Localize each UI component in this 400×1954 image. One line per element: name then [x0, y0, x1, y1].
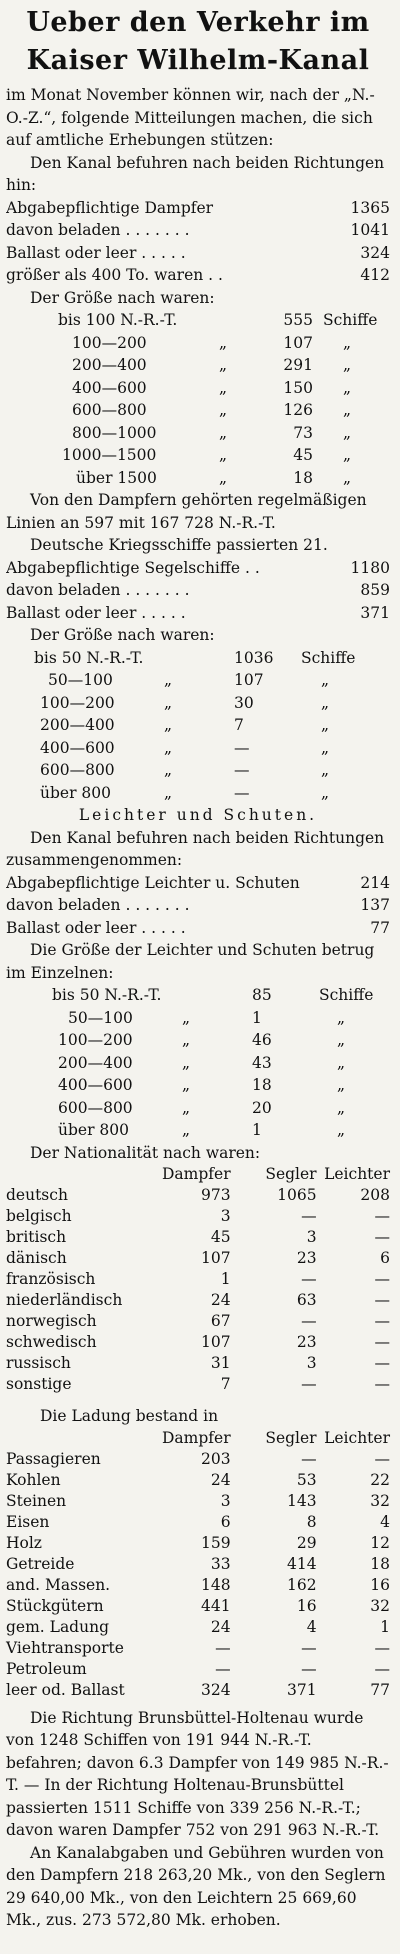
- size-row: bis 50 N.-R.-T. 85 Schiffe: [52, 986, 374, 1004]
- size-row: über 1500 „ 18 „: [76, 468, 352, 487]
- table-row: deutsch 973 1065 208: [6, 1186, 390, 1204]
- steamer-row: Ballast oder leer . . . . . 324: [6, 243, 390, 262]
- title-line-1: Ueber den Verkehr im: [26, 7, 370, 38]
- table-header-row: Dampfer Segler Leichter: [162, 1165, 390, 1183]
- table-row: Kohlen 24 53 22: [6, 1470, 390, 1489]
- size-row: 100—200 „ 46 „: [58, 1031, 346, 1049]
- table-row: Eisen 6 8 4: [6, 1512, 390, 1531]
- nationality-heading: Der Nationalität nach waren:: [30, 1143, 261, 1162]
- fees-paragraph: An Kanalabgaben und Gebühren wurden von den Dampfern 218 263,20 Mk., von den Seglern 29 640,00 Mk., von den Leichtern 25 669,60 Mk., zus. 273 572,80 Mk. erhoben.: [6, 1843, 386, 1929]
- table-row: schwedisch 107 23 —: [6, 1333, 390, 1351]
- size-row: 50—100 „ 107 „: [48, 671, 330, 689]
- table-row: sonstige 7 — —: [6, 1375, 390, 1393]
- table-row: russisch 31 3 —: [6, 1354, 390, 1372]
- table-row: Steinen 3 143 32: [6, 1491, 390, 1510]
- steamer-summary: [6, 197, 390, 287]
- intro-paragraph: im Monat November können wir, nach der „N.-O.-Z.“, folgende Mitteilungen machen, die sich auf amtliche Erhebungen stützen:: [6, 86, 375, 149]
- table-row: leer od. Ballast 324 371 77: [6, 1680, 390, 1699]
- table-row: Holz 159 29 12: [6, 1533, 390, 1552]
- size-row: bis 50 N.-R.-T. 1036 Schiffe: [34, 648, 356, 667]
- size-row: 600—800 „ 20 „: [58, 1098, 346, 1117]
- lighter-size-heading: Die Größe der Leichter und Schuten betrug im Einzelnen:: [6, 941, 375, 982]
- table-row: and. Massen. 148 162 16: [6, 1575, 390, 1594]
- size-row: 200—400 „ 7 „: [40, 716, 330, 734]
- article-title: [6, 4, 390, 80]
- steamer-row: Abgabepflichtige Dampfer 1365: [6, 198, 390, 217]
- steamer-row: davon beladen . . . . . . . 1041: [6, 221, 390, 239]
- size-row: 600—800 „ 126 „: [72, 401, 352, 419]
- table-row: Getreide 33 414 18: [6, 1554, 390, 1573]
- table-row: niederländisch 24 63 —: [6, 1291, 390, 1309]
- sailer-size-heading: Der Größe nach waren:: [30, 626, 215, 644]
- table-row: Petroleum — — —: [6, 1659, 390, 1678]
- steamer-row: größer als 400 To. waren . . 412: [6, 266, 390, 284]
- size-row: 400—600 „ — „: [40, 738, 330, 757]
- size-row: 800—1000 „ 73 „: [72, 423, 352, 442]
- cargo-heading: Die Ladung bestand in: [40, 1407, 219, 1425]
- size-row: 100—200 „ 30 „: [40, 693, 330, 712]
- size-row: 200—400 „ 43 „: [58, 1053, 346, 1072]
- direction-paragraph: Die Richtung Brunsbüttel-Holtenau wurde von 1248 Schiffen von 191 944 N.-R.-T. befahren; davon 6.3 Dampfer von 149 985 N.-R.-T. — In der Richtung Holtenau-Brunsbüttel passierten 1511 Schiffe von 339 256 N.-R.-T.; davon waren Dampfer 752 von 291 963 N.-R.-T.: [6, 1708, 389, 1839]
- sailer-row: davon beladen . . . . . . . 859: [6, 581, 390, 599]
- size-row: 50—100 „ 1 „: [68, 1008, 346, 1027]
- size-row: bis 100 N.-R.-T. 555 Schiffe: [58, 311, 378, 329]
- size-row: 100—200 „ 107 „: [72, 333, 352, 352]
- warships-note: Deutsche Kriegsschiffe passierten 21.: [30, 536, 328, 554]
- title-line-2: Kaiser Wilhelm-Kanal: [26, 45, 370, 76]
- lighters-heading: Leichter und Schuten.: [78, 806, 318, 824]
- sailer-size-table: [6, 647, 390, 805]
- size-row: 200—400 „ 291 „: [72, 356, 352, 374]
- lighter-row: Ballast oder leer . . . . . 77: [6, 918, 390, 937]
- lighter-summary: [6, 872, 390, 940]
- lighter-size-table: [6, 984, 390, 1142]
- size-row: 400—600 „ 18 „: [58, 1076, 346, 1094]
- steamer-size-heading: Der Größe nach waren:: [30, 288, 215, 307]
- size-row: über 800 „ 1 „: [58, 1121, 346, 1139]
- size-row: über 800 „ — „: [40, 783, 330, 802]
- table-row: Passagieren 203 — —: [6, 1449, 390, 1468]
- size-row: 600—800 „ — „: [40, 761, 330, 779]
- sailer-summary: [6, 557, 390, 625]
- table-header-row: Dampfer Segler Leichter: [162, 1428, 390, 1447]
- size-row: 400—600 „ 150 „: [72, 378, 352, 397]
- table-row: norwegisch 67 — —: [6, 1312, 390, 1330]
- cargo-table: [6, 1428, 390, 1701]
- table-row: belgisch 3 — —: [6, 1207, 390, 1225]
- table-row: französisch 1 — —: [6, 1270, 390, 1288]
- lighter-row: Abgabepflichtige Leichter u. Schuten 214: [6, 873, 390, 892]
- table-row: Viehtransporte — — —: [6, 1638, 390, 1657]
- size-row: 1000—1500 „ 45 „: [62, 446, 352, 464]
- lighter-row: davon beladen . . . . . . . 137: [6, 896, 390, 914]
- steamer-size-table: [6, 309, 390, 489]
- table-row: dänisch 107 23 6: [6, 1249, 390, 1267]
- canal-both-directions: Den Kanal befuhren nach beiden Richtungen hin:: [6, 153, 385, 194]
- nationality-table: [6, 1164, 390, 1395]
- lighters-canal-both: Den Kanal befuhren nach beiden Richtungen zusammengenommen:: [6, 828, 385, 869]
- table-row: gem. Ladung 24 4 1: [6, 1617, 390, 1636]
- sailer-row: Abgabepflichtige Segelschiffe . . 1180: [6, 558, 390, 577]
- table-row: britisch 45 3 —: [6, 1228, 390, 1246]
- table-row: Stückgütern 441 16 32: [6, 1596, 390, 1615]
- regular-lines-note: Von den Dampfern gehörten regelmäßigen Linien an 597 mit 167 728 N.-R.-T.: [6, 491, 367, 532]
- sailer-row: Ballast oder leer . . . . . 371: [6, 603, 390, 622]
